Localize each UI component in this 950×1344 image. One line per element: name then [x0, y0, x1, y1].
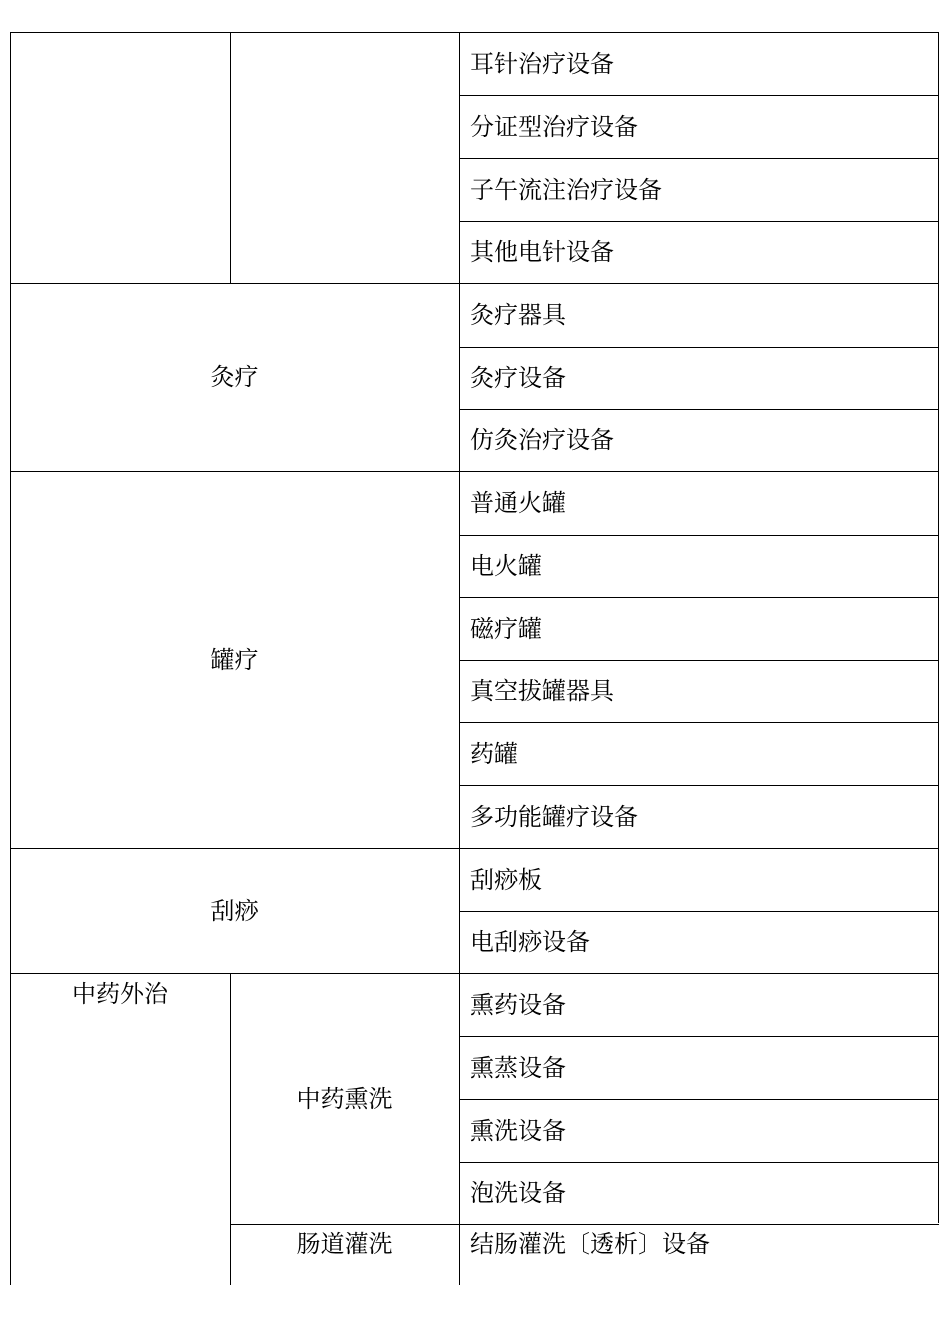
table-border — [459, 785, 939, 786]
item-label: 刮痧板 — [470, 866, 542, 894]
item-label: 磁疗罐 — [470, 615, 542, 643]
table-border — [10, 32, 939, 33]
table-border — [10, 283, 460, 284]
item-label: 药罐 — [470, 740, 518, 768]
table-border — [459, 911, 939, 912]
table-border — [459, 409, 939, 410]
item-label: 泡洗设备 — [470, 1179, 566, 1207]
item-label: 仿灸治疗设备 — [470, 426, 614, 454]
category-label: 刮痧 — [210, 897, 259, 925]
subsection-label: 肠道灌洗 — [296, 1230, 393, 1258]
table-border — [230, 32, 231, 283]
item-label: 灸疗设备 — [470, 364, 566, 392]
item-label: 熏药设备 — [470, 991, 566, 1019]
subsection-label: 中药熏洗 — [296, 1085, 393, 1113]
table-border — [230, 1224, 460, 1225]
table-border — [10, 471, 460, 472]
item-label: 多功能罐疗设备 — [470, 803, 638, 831]
table-border — [938, 32, 939, 1223]
category-label: 罐疗 — [210, 646, 259, 674]
table-border — [459, 347, 939, 348]
table-border — [459, 158, 939, 159]
item-label: 熏蒸设备 — [470, 1054, 566, 1082]
table-border — [459, 221, 939, 222]
item-label: 子午流注治疗设备 — [470, 176, 662, 204]
category-label: 灸疗 — [210, 363, 259, 391]
table-border — [459, 95, 939, 96]
item-label: 熏洗设备 — [470, 1117, 566, 1145]
table-border — [459, 283, 939, 284]
table-border — [459, 597, 939, 598]
category-label: 中药外治 — [72, 980, 168, 1008]
table-border — [459, 722, 939, 723]
table-border — [459, 32, 460, 1285]
item-label: 结肠灌洗〔透析〕设备 — [470, 1230, 710, 1258]
table-border — [459, 1036, 939, 1037]
table-border — [459, 848, 939, 849]
item-label: 耳针治疗设备 — [470, 50, 614, 78]
table-border — [459, 471, 939, 472]
item-label: 普通火罐 — [470, 489, 566, 517]
table-border — [459, 535, 939, 536]
table-border — [459, 1224, 939, 1225]
item-label: 电刮痧设备 — [470, 928, 590, 956]
table-border — [10, 973, 460, 974]
table-border — [459, 660, 939, 661]
table-border — [459, 1099, 939, 1100]
table-border — [459, 973, 939, 974]
item-label: 分证型治疗设备 — [470, 113, 638, 141]
item-label: 真空拔罐器具 — [470, 677, 614, 705]
item-label: 电火罐 — [470, 552, 542, 580]
table-border — [10, 848, 460, 849]
item-label: 灸疗器具 — [470, 301, 566, 329]
item-label: 其他电针设备 — [470, 238, 614, 266]
table-border — [459, 1162, 939, 1163]
